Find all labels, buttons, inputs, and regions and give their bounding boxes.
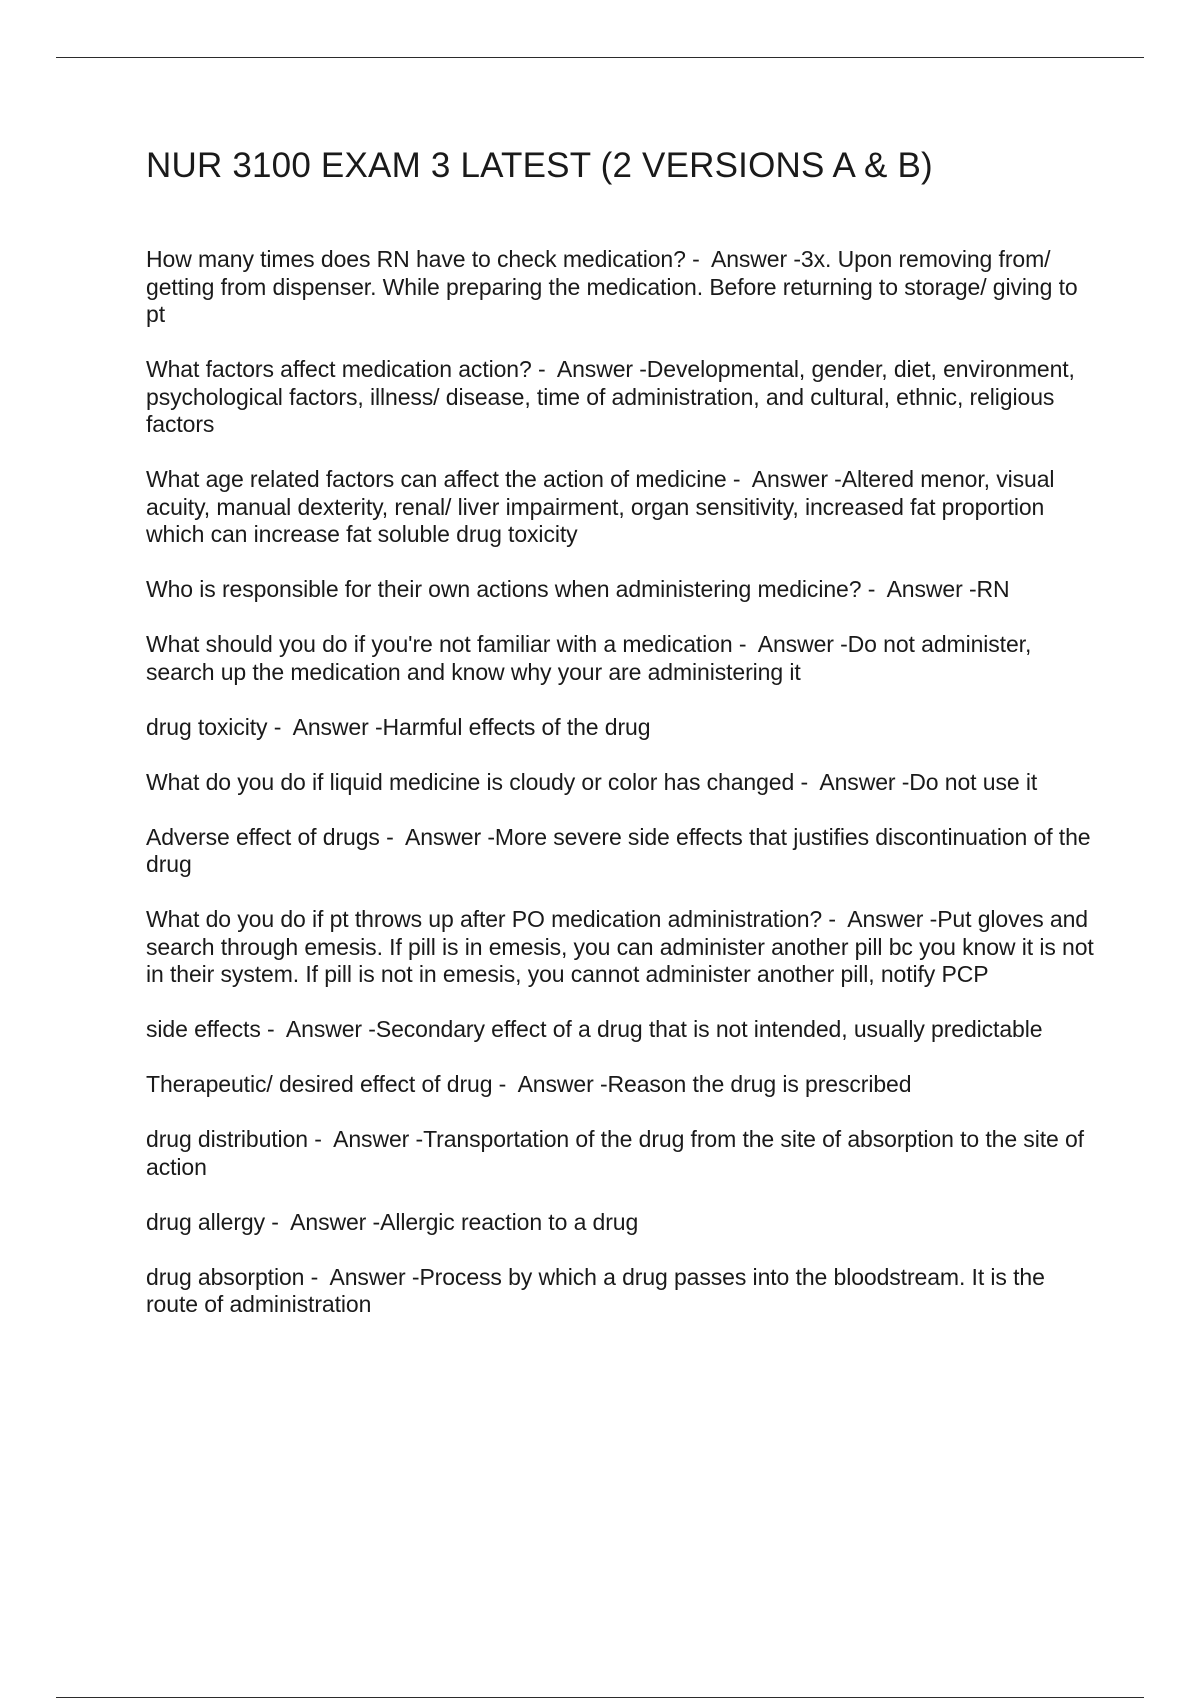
question-text: What factors affect medication action? - [146,356,546,382]
question-text: Adverse effect of drugs - [146,823,394,850]
qa-item [146,769,1096,797]
answer-text: Answer -Transportation of the drug from the site of absorption to the site of action [146,1126,1084,1180]
answer-text: Answer -Put gloves and search through emesis. If pill is in emesis, you can administer another pill bc you know it is not in their system. If pill is not in emesis, you cannot administer another pill, notify PCP [146,906,1094,987]
question-text: What should you do if you're not familiar with a medication - [146,631,747,657]
answer-text: Answer -Secondary effect of a drug that is not intended, usually predictable [285,1016,1043,1042]
question-text: drug allergy - [146,1208,279,1235]
answer-text: Answer -3x. Upon removing from/ getting from dispenser. While preparing the medication. Before returning to storage/ giving to pt [146,246,1078,327]
answer-text: Answer -More severe side effects that justifies discontinuation of the drug [146,823,1091,877]
top-divider [56,57,1144,58]
qa-item [146,714,1096,742]
qa-item [146,824,1096,879]
bottom-divider [56,1697,1144,1698]
answer-text: Answer -Harmful effects of the drug [292,713,651,740]
answer-text: Answer -Do not use it [819,768,1038,795]
answer-text: Answer -Allergic reaction to a drug [290,1208,639,1235]
document-page [146,140,1096,1346]
qa-item [146,576,1096,604]
answer-text: Answer -Developmental, gender, diet, environment, psychological factors, illness/ disease, time of administration, and cultural, ethnic, religious factors [146,356,1075,437]
question-text: side effects - [146,1016,275,1042]
qa-item [146,246,1096,329]
document-title: NUR 3100 EXAM 3 LATEST (2 VERSIONS A & B) [146,146,933,185]
question-text: drug distribution - [146,1126,322,1152]
qa-item [146,466,1096,549]
question-text: drug toxicity - [146,713,282,740]
qa-item [146,1126,1096,1181]
answer-text: Answer -RN [886,576,1010,602]
answer-text: Answer -Do not administer, search up the medication and know why your are administering it [146,631,1032,685]
answer-text: Answer -Process by which a drug passes into the bloodstream. It is the route of administration [146,1263,1045,1317]
answer-text: Answer -Reason the drug is prescribed [517,1071,912,1097]
qa-item [146,1209,1096,1237]
question-text: Who is responsible for their own actions when administering medicine? - [146,576,876,602]
question-text: What do you do if liquid medicine is cloudy or color has changed - [146,768,809,795]
qa-item [146,906,1096,989]
qa-item [146,1016,1096,1044]
qa-item [146,1264,1096,1319]
question-text: How many times does RN have to check medication? - [146,246,700,272]
question-text: Therapeutic/ desired effect of drug - [146,1071,507,1097]
question-text: What age related factors can affect the action of medicine - [146,466,741,492]
qa-item [146,631,1096,686]
question-text: What do you do if pt throws up after PO medication administration? - [146,906,836,932]
answer-text: Answer -Altered menor, visual acuity, manual dexterity, renal/ liver impairment, organ sensitivity, increased fat proportion which can increase fat soluble drug toxicity [146,466,1055,547]
qa-list [146,246,1096,1319]
question-text: drug absorption - [146,1263,319,1290]
qa-item [146,1071,1096,1099]
qa-item [146,356,1096,439]
